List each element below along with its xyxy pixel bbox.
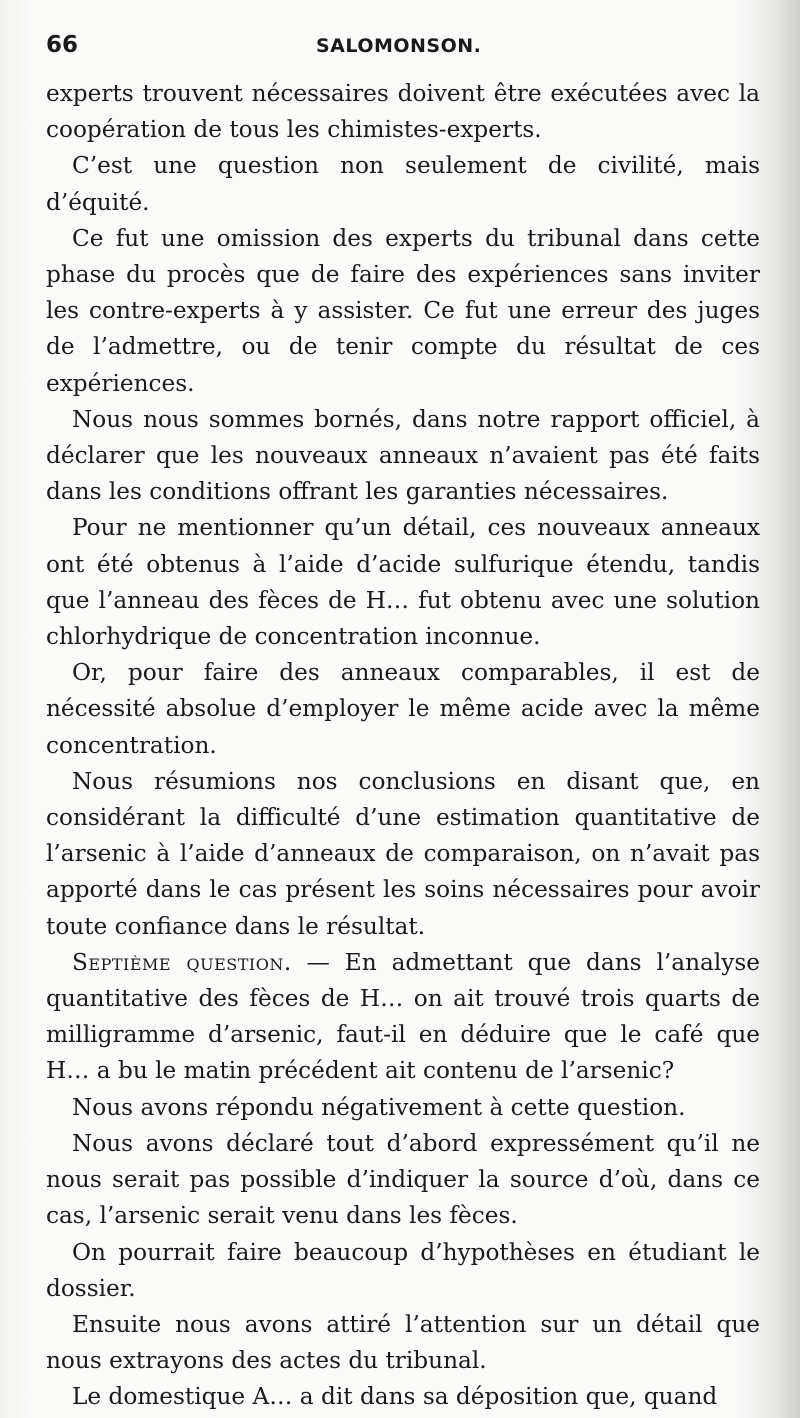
paragraph: Pour ne mentionner qu’un détail, ces nouveaux anneaux ont été obtenus à l’aide d’acide sulfurique étendu, tandis que l’anneau des fèces de H… fut obtenu avec une solution chlorhydrique de concentration inconnue. bbox=[46, 514, 760, 651]
page-header bbox=[46, 32, 760, 72]
paragraph: Ce fut une omission des experts du tribunal dans cette phase du procès que de faire des expériences sans inviter les contre-experts à y assister. Ce fut une erreur des juges de l’admettre, ou de tenir compte du résultat de ces expériences. bbox=[46, 224, 760, 397]
paragraph: C’est une question non seulement de civilité, mais d’équité. bbox=[46, 152, 760, 216]
paragraph: Nous nous sommes bornés, dans notre rapport officiel, à déclarer que les nouveaux anneaux n’avaient pas été faits dans les conditions offrant les garanties nécessaires. bbox=[46, 405, 760, 506]
paragraph: Nous avons répondu négativement à cette question. bbox=[72, 1093, 686, 1121]
paragraph: On pourrait faire beaucoup d’hypothèses en étudiant le dossier. bbox=[46, 1238, 760, 1302]
question-paragraph bbox=[46, 945, 760, 1090]
paragraph: Le domestique A… a dit dans sa déposition que, quand bbox=[72, 1383, 718, 1411]
body-text bbox=[46, 76, 760, 1416]
running-head: SALOMONSON. bbox=[316, 35, 482, 57]
page-number: 66 bbox=[46, 32, 79, 58]
paragraph: Nous résumions nos conclusions en disant que, en considérant la difficulté d’une estimation quantitative de l’arsenic à l’aide d’anneaux de comparaison, on n’avait pas apporté dans le cas présent les soins nécessaires pour avoir toute confiance dans le résultat. bbox=[46, 767, 760, 940]
question-label: Septième question. bbox=[72, 948, 292, 976]
paragraph: Or, pour faire des anneaux comparables, il est de nécessité absolue d’employer le même acide avec la même concentration. bbox=[46, 659, 760, 759]
paragraph: Nous avons déclaré tout d’abord expressément qu’il ne nous serait pas possible d’indiquer la source d’où, dans ce cas, l’arsenic serait venu dans les fèces. bbox=[46, 1129, 760, 1230]
paragraph: experts trouvent nécessaires doivent être exécutées avec la coopération de tous les chimistes-experts. bbox=[46, 80, 760, 144]
question-text: — En admettant que dans l’analyse quantitative des fèces de H… on ait trouvé trois quarts de milligramme d’arsenic, faut-il en déduire que le café que H… a bu le matin précédent ait contenu de l’arsenic? bbox=[46, 948, 760, 1085]
paragraph: Ensuite nous avons attiré l’attention sur un détail que nous extrayons des actes du tribunal. bbox=[46, 1310, 760, 1375]
